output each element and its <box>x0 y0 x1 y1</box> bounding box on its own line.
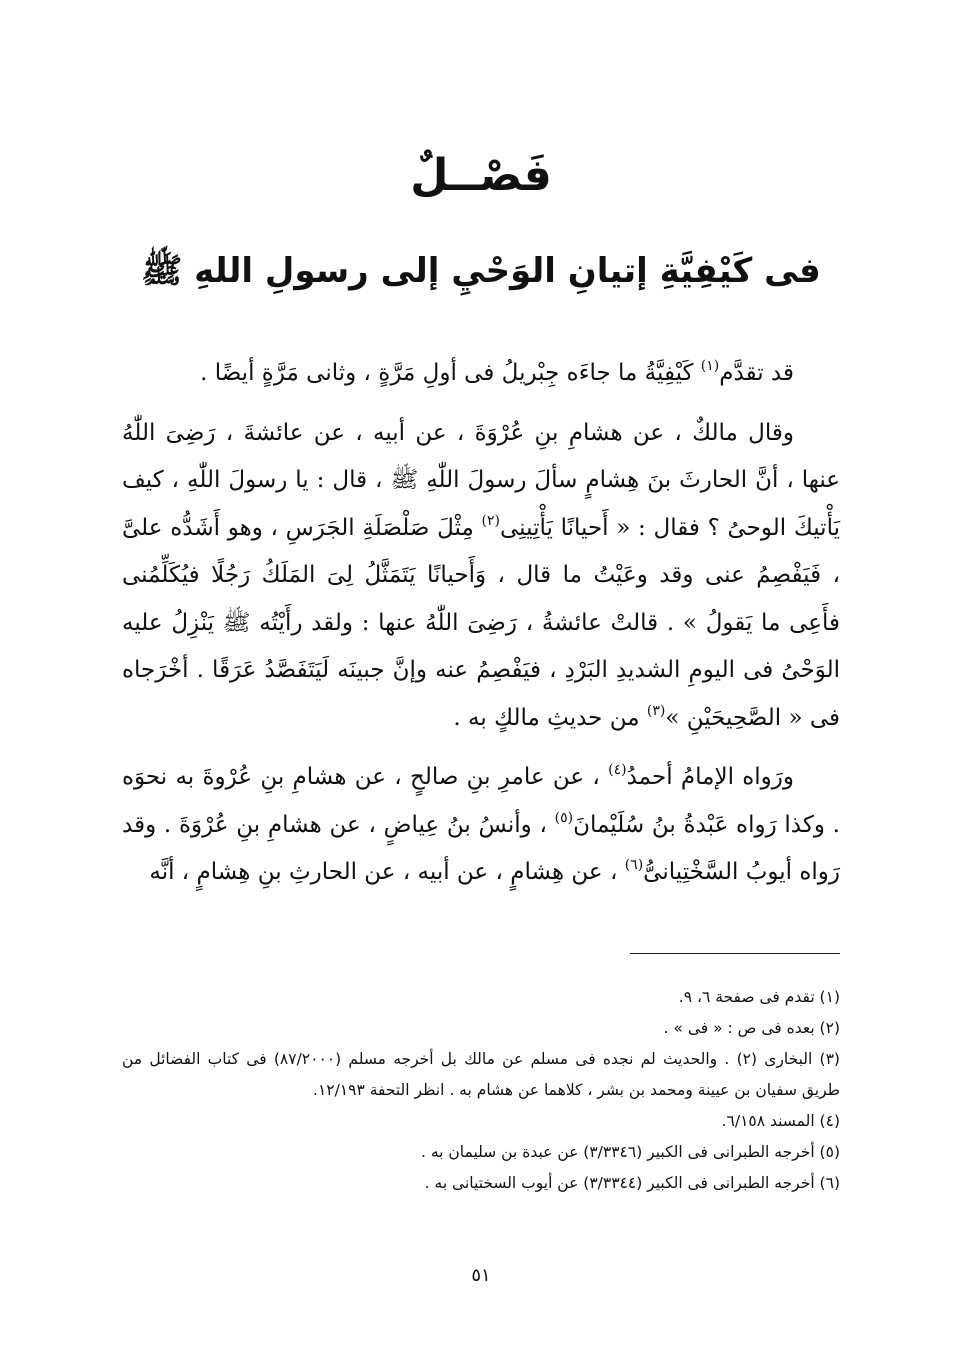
footnote-ref-5: (٥) <box>554 809 574 826</box>
paragraph-3-text-b: ، عن عامرِ بنِ صالحٍ ، عن هشامِ بنِ عُرْوةَ به نحوَه . وكذا رَواه عَبْدةُ بنُ سُلَيْمانَ <box>122 764 840 838</box>
footnote-5: (٥) أخرجه الطبرانى فى الكبير (٣/٣٣٤٦) عن عبدة بن سليمان به . <box>420 1143 840 1161</box>
footnote-3: (٣) البخارى (٢) . والحديث لم نجده فى مسلم عن مالك بل أخرجه مسلم (٨٧/٢٠٠٠) فى كتاب الفضائل من طريق سفيان بن عيينة ومحمد بن بشر ، كلاهما عن هشام به . انظر التحفة ١٢/١٩٣. <box>122 1050 840 1099</box>
paragraph-2-text-a: وقال مالكٌ ، عن هشامِ بنِ عُرْوَةَ ، عن أبيه ، عن عائشةَ ، رَضِىَ اللّٰهُ عنها ، أنَّ الحارثَ بنَ هِشامٍ سألَ رسولَ اللّٰهِ ﷺ ، قال : يا رسولَ اللّٰهِ ، كيف يَأْتيكَ الوحىُ ؟ فقال : « أَحيانًا يَأْتِينِى <box>122 419 840 541</box>
paragraph-1-text-a: قد تقدَّم <box>719 360 794 386</box>
paragraph-3-text-d: ، عن هِشامٍ ، عن أبيه ، عن الحارثِ بنِ هِشامٍ ، أنَّه <box>149 859 625 885</box>
paragraph-2-text-b: مِثْلَ صَلْصَلَةِ الجَرَسِ ، وهو أَشَدُّه علىَّ ، فَيَفْصِمُ عنى وقد وعَيْتُ ما قال ، وَأَحيانًا يَتَمَثَّلُ لِىَ المَلَكُ رَجُلًا فيُكَلِّمُنى فأَعِى ما يَقولُ » . قالتْ عائشةُ ، رَضِىَ اللّٰهُ عنها : ولقد رأَيْتُه ﷺ يَنْزِلُ عليه الوَحْىُ فى اليومِ الشديدِ البَرْدِ ، فيَفْصِمُ عنه وإنَّ جبينَه لَيَتَفَصَّدُ عَرَقًا . أخْرَجاه فى « الصَّحِيحَيْنِ » <box>122 514 840 731</box>
paragraph-2 <box>122 410 840 743</box>
footnotes <box>122 982 840 1199</box>
footnote-ref-3: (٣) <box>646 702 666 719</box>
paragraph-3-text-a: ورَواه الإمامُ أحمدُ <box>626 764 795 790</box>
footnote-ref-1: (١) <box>700 358 720 374</box>
footnote-ref-4: (٤) <box>608 762 627 778</box>
page-number: ٥١ <box>471 1265 491 1286</box>
main-text <box>122 350 840 897</box>
paragraph-1-text-b: كَيْفِيَّةُ ما جاءَه جِبْريلُ فى أولِ مَرَّةٍ ، وثانى مَرَّةٍ أيضًا . <box>200 360 701 386</box>
chapter-subtitle: فى كَيْفِيَّةِ إتيانِ الوَحْيِ إلى رسولِ اللهِ ﷺ <box>141 251 821 291</box>
footnote-ref-6: (٦) <box>624 857 644 873</box>
footnote-1: (١) تقدم فى صفحة ٦، ٩. <box>678 988 840 1006</box>
paragraph-2-text-c: من حديثِ مالكٍ به . <box>453 704 647 731</box>
chapter-title: فَصْــلٌ <box>410 150 552 201</box>
footnote-6: (٦) أخرجه الطبرانى فى الكبير (٣/٣٣٤٤) عن أيوب السختيانى به . <box>424 1174 840 1192</box>
paragraph-1 <box>122 350 840 398</box>
paragraph-3-text-c: ، وأنسُ بنُ عِياضٍ ، عن هشامِ بنِ عُرْوَةَ . وقد رَواه أيوبُ السَّخْتِيانىُّ <box>122 811 840 885</box>
footnote-4: (٤) المسند ٦/١٥٨. <box>721 1112 840 1130</box>
paragraph-3 <box>122 754 840 897</box>
footnote-ref-2: (٢) <box>481 512 501 529</box>
footnote-2: (٢) بعده فى ص : « فى » . <box>663 1019 840 1037</box>
footnote-divider <box>630 953 840 954</box>
